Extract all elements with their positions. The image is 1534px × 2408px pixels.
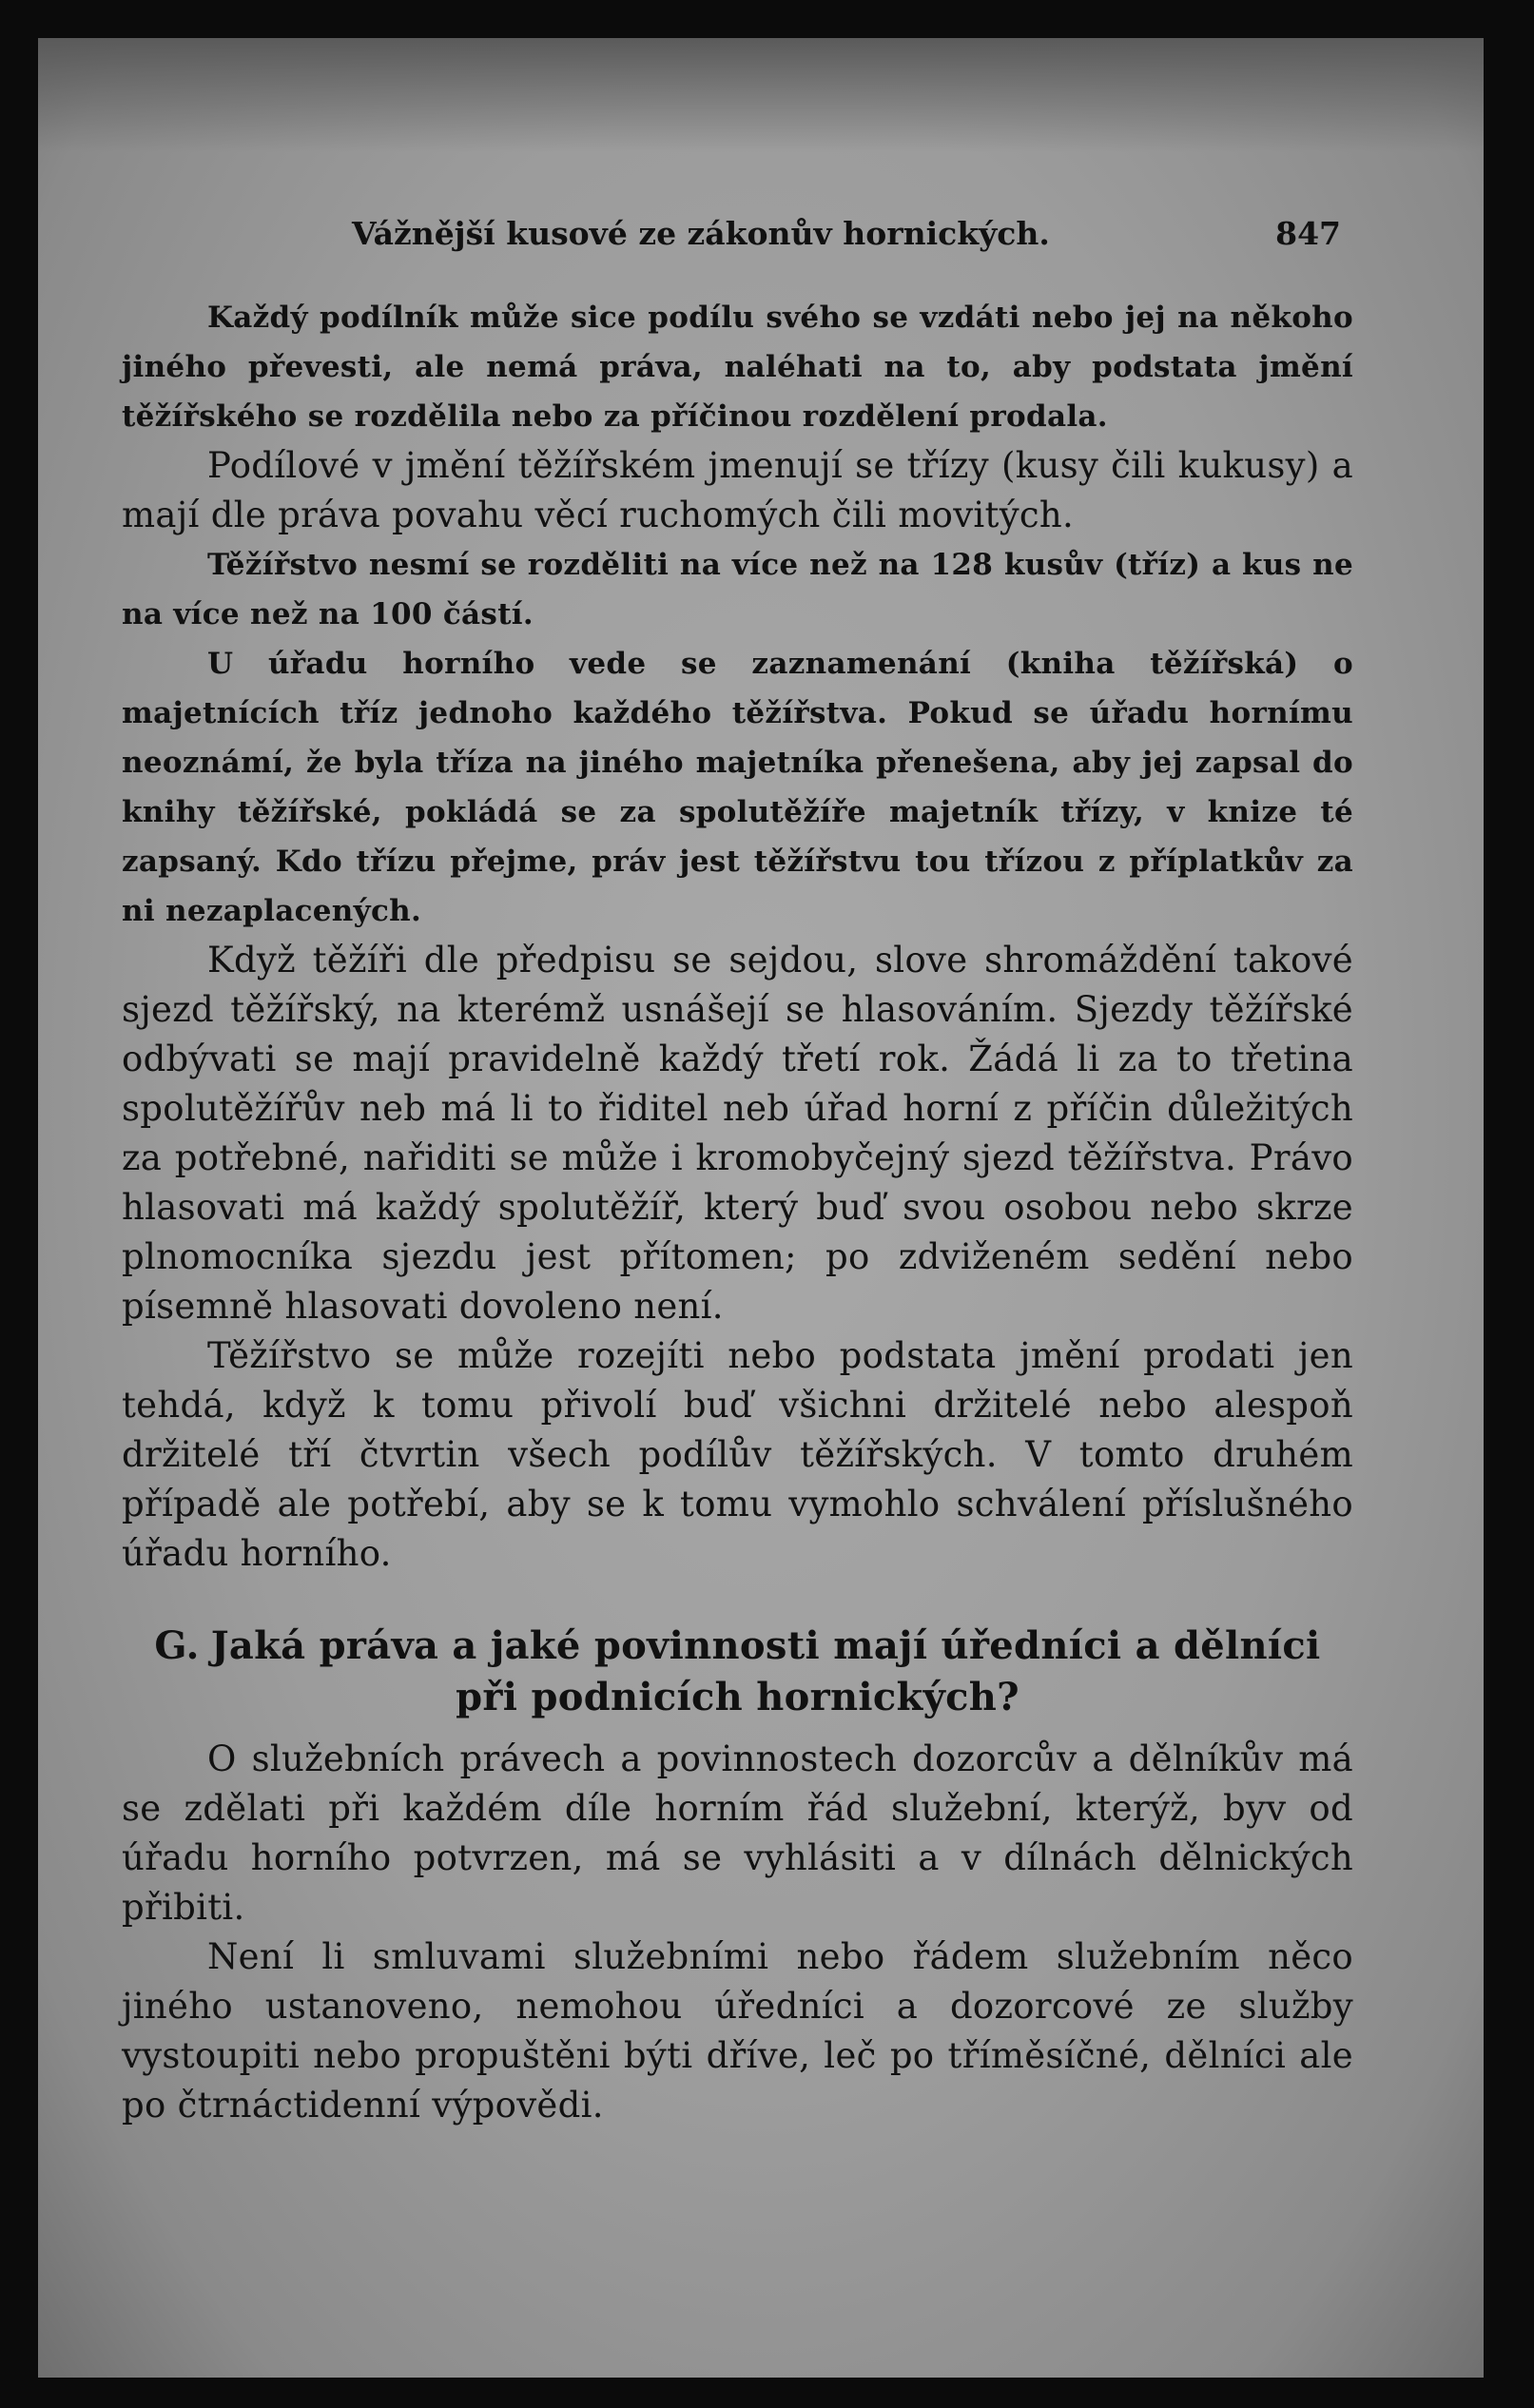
paragraph: Každý podílník může sice podílu svého se vzdáti nebo jej na někoho jiného převesti, ale nemá práva, naléhati na to, aby podstata jmění těžířského se rozdělila nebo za příčinou rozdělení prodala.: [122, 301, 1353, 434]
paragraph: Těžířstvo se může rozejíti nebo podstata jmění prodati jen tehdá, když k tomu přivolí buď všichni držitelé nebo alespoň držitelé tří čtvrtin všech podílův těžířských. V tomto druhém případě ale potřebí, aby se k tomu vymohlo schválení příslušného úřadu horního.: [122, 1335, 1353, 1574]
paragraph: O služebních právech a povinnostech dozorcův a dělníkův má se zdělati při každém díle horním řád služební, kterýž, byv od úřadu horního potvrzen, má se vyhlásiti a v dílnách dělnických přibiti.: [122, 1738, 1353, 1928]
header-title: Vážnější kusové ze zákonův hornických.: [352, 215, 1050, 252]
paragraph: Těžířstvo nesmí se rozděliti na více než na 128 kusův (tříz) a kus ne na více než na 100 částí.: [122, 548, 1353, 631]
section-letter: G.: [154, 1623, 200, 1668]
running-header: [352, 205, 1341, 262]
book-page: [38, 38, 1484, 2378]
paragraph: Není li smluvami služebními nebo řádem služebním něco jiného ustanoveno, nemohou úředníci a dozorcové ze služby vystoupiti nebo propuštěni býti dříve, leč po tříměsíčné, dělníci ale po čtrnáctidenní výpovědi.: [122, 1936, 1353, 2126]
paragraph: Když těžíři dle předpisu se sejdou, slove shromáždění takové sjezd těžířský, na kterémž usnášejí se hlasováním. Sjezdy těžířské odbývati se mají pravidelně každý třetí rok. Žádá li za to třetina spolutěžířův neb má li to řiditel neb úřad horní z příčin důležitých za potřebné, nařiditi se může i kromobyčejný sjezd těžířstva. Právo hlasovati má každý spolutěžíř, který buď svou osobou nebo skrze plnomocníka sjezdu jest přítomen; po zdviženém sedění nebo písemně hlasovati dovoleno není.: [122, 940, 1353, 1327]
section-heading: [122, 1621, 1353, 1723]
paragraph: Podílové v jmění těžířském jmenují se třízy (kusy čili kukusy) a mají dle práva povahu věcí ruchomých čili movitých.: [122, 445, 1353, 535]
page-body: [122, 293, 1353, 2130]
paragraph: U úřadu horního vede se zaznamenání (kniha těžířská) o majetnících tříz jednoho každého těžířstva. Pokud se úřadu hornímu neoznámí, že byla tříza na jiného majetníka přenešena, aby jej zapsal do knihy těžířské, pokládá se za spolutěžíře majetník třízy, v knize té zapsaný. Kdo třízu přejme, práv jest těžířstvu tou třízou z příplatkův za ni nezaplacených.: [122, 647, 1353, 928]
section-title: Jaká práva a jaké povinnosti mají úředníci a dělníci při podnicích hornických?: [210, 1623, 1321, 1719]
page-number: 847: [1275, 215, 1341, 252]
